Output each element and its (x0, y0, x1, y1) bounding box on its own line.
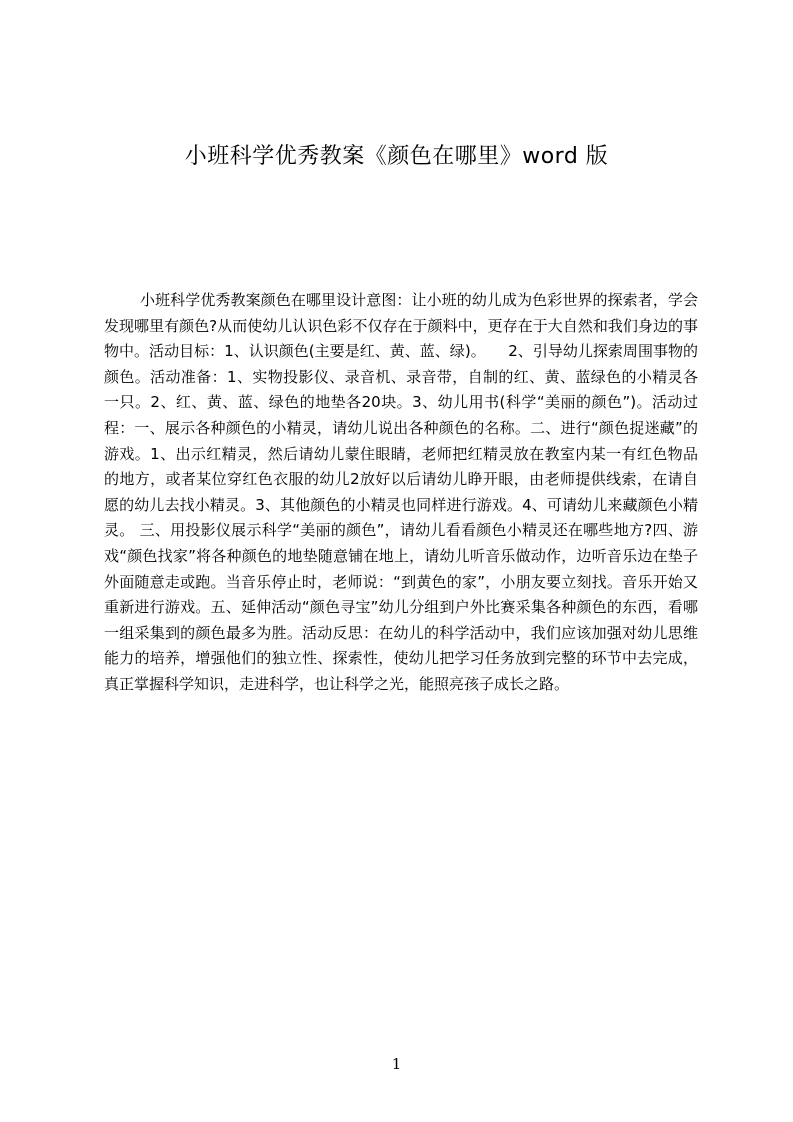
document-body-paragraph: 小班科学优秀教案颜色在哪里设计意图：让小班的幼儿成为色彩世界的探索者，学会发现哪里有颜色?从而使幼儿认识色彩不仅存在于颜料中，更存在于大自然和我们身边的事物中。活动目标：1、认识颜色(主要是红、黄、蓝、绿)。 2、引导幼儿探索周围事物的颜色。活动准备：1、实物投影仪、录音机、录音带，自制的红、黄、蓝绿色的小精灵各一只。2、红、黄、蓝、绿色的地垫各20块。3、幼儿用书(科学“美丽的颜色”)。活动过程：一、展示各种颜色的小精灵，请幼儿说出各种颜色的名称。二、进行“颜色捉迷藏”的游戏。1、出示红精灵，然后请幼儿蒙住眼睛，老师把红精灵放在教室内某一有红色物品的地方，或者某位穿红色衣服的幼儿2放好以后请幼儿睁开眼，由老师提供线索，在请自愿的幼儿去找小精灵。3、其他颜色的小精灵也同样进行游戏。4、可请幼儿来藏颜色小精灵。 三、用投影仪展示科学“美丽的颜色”，请幼儿看看颜色小精灵还在哪些地方?四、游戏“颜色找家”将各种颜色的地垫随意铺在地上，请幼儿听音乐做动作，边听音乐边在垫子外面随意走或跑。当音乐停止时，老师说：“到黄色的家”，小朋友要立刻找。音乐开始又重新进行游戏。五、延伸活动“颜色寻宝”幼儿分组到户外比赛采集各种颜色的东西，看哪一组采集到的颜色最多为胜。活动反思：在幼儿的科学活动中，我们应该加强对幼儿思维能力的培养，增强他们的独立性、探索性，使幼儿把学习任务放到完整的环节中去完成，真正掌握科学知识，走进科学，也让科学之光，能照亮孩子成长之路。 (104, 291, 698, 693)
page-number: 1 (391, 1055, 402, 1073)
document-title: 小班科学优秀教案《颜色在哪里》word 版 (184, 144, 609, 169)
